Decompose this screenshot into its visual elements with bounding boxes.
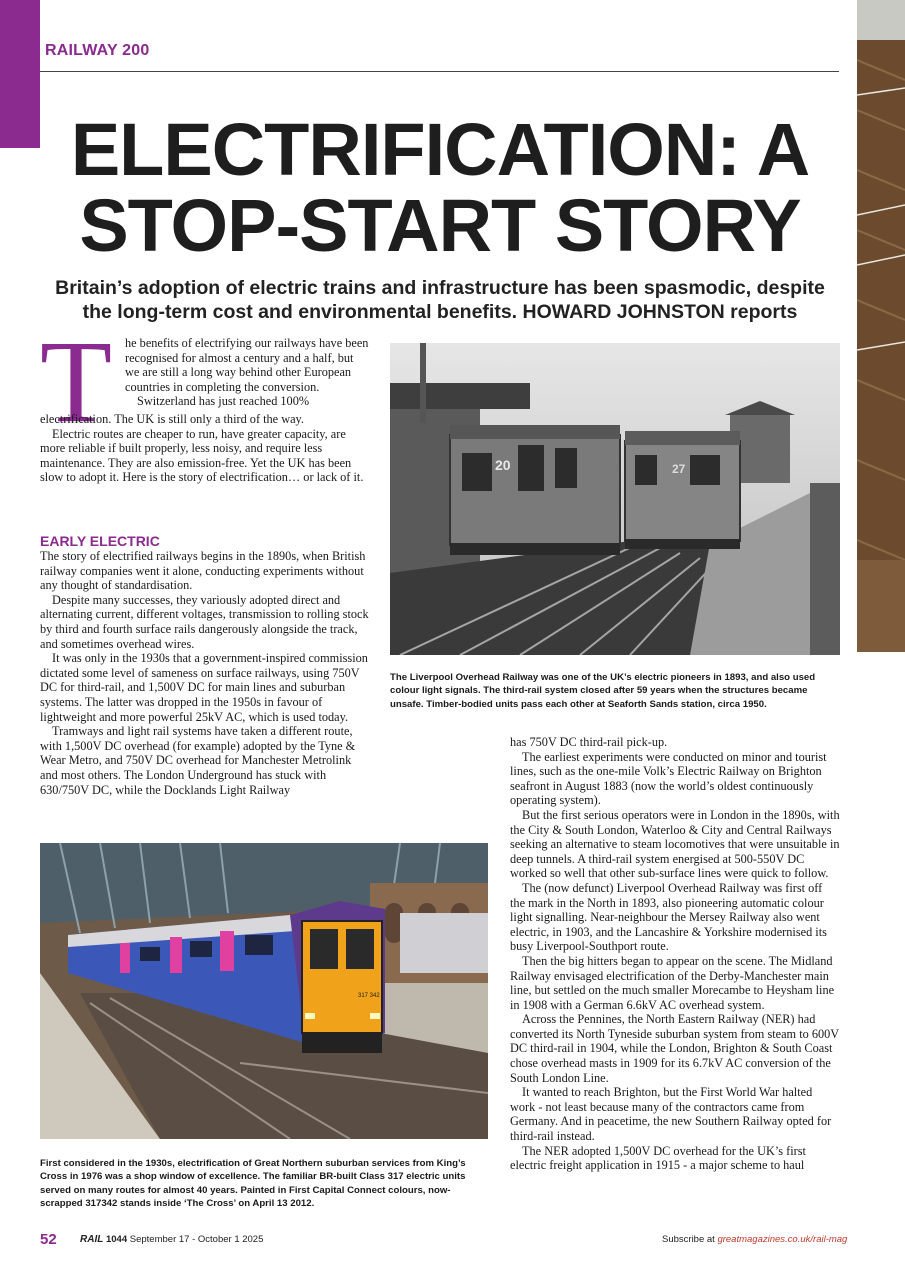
unit-number-317342: 317 342 — [358, 993, 380, 999]
adjacent-page-photo — [857, 0, 905, 652]
issue-number: 1044 — [105, 1234, 128, 1245]
body-paragraph: The story of electrified railways begins in the 1890s, when British railway companies went it alone, conducting experiments without any thought of standardisation. — [40, 549, 366, 593]
subscribe-text: Subscribe at — [662, 1234, 715, 1245]
body-paragraph: Tramways and light rail systems have taken a different route, with 1,500V DC overhead (for example) adopted by the Tyne & Wear Metro, and 750V DC overhead for Manchester Metrolink and most others. The London Underground has stuck with 630/750V DC, while the Docklands Light Railway — [40, 724, 356, 797]
intro-continued — [40, 412, 370, 485]
subscribe-line — [662, 1234, 847, 1245]
page-number: 52 — [40, 1231, 57, 1248]
intro-paragraph: electrification. The UK is still only a third of the way. — [40, 412, 304, 426]
body-column-2 — [510, 735, 840, 1173]
unit-number-20: 20 — [495, 457, 511, 473]
magazine-issue-info — [80, 1234, 263, 1245]
photo-class-317-kings-cross — [40, 843, 488, 1139]
drop-cap: T — [40, 316, 113, 447]
intro-paragraph: Switzerland has just reached 100% — [137, 394, 310, 409]
body-paragraph: It wanted to reach Brighton, but the First World War halted work - not least because many of the contractors came from Germany. And in peacetime, the new Southern Railway opted for third-rail instead. — [510, 1085, 832, 1144]
standfirst: Britain’s adoption of electric trains and infrastructure has been spasmodic, despite the long-term cost and environmental benefits. HOWARD JOHNSTON reports — [55, 277, 825, 323]
magazine-name: RAIL — [80, 1234, 104, 1245]
section-label: RAILWAY 200 — [45, 42, 150, 59]
caption-liverpool-overhead: The Liverpool Overhead Railway was one of the UK’s electric pioneers in 1893, and also used colour light signals. The third-rail system closed after 59 years when the structures became unsafe. Timber-bodied units pass each other at Seaforth Sands station, circa 1950. — [390, 672, 816, 710]
body-paragraph: Then the big hitters began to appear on the scene. The Midland Railway envisaged electrification of the Derby-Manchester main line, but settled on the much smaller Morecambe to Heysham line in 1908 with a German 6.6kV AC overhead system. — [510, 953, 835, 1012]
body-paragraph: Across the Pennines, the North Eastern Railway (NER) had converted its North Tyneside suburban system from steam to 600V DC third-rail in 1904, while the London, Brighton & South Coast chose overhead masts in 1909 for its 6.7kV AC conversion of the South London Line. — [510, 1012, 839, 1085]
headline-line-2: STOP-START STORY — [79, 184, 801, 267]
intro-paragraph: he benefits of electrifying our railways have been recognised for almost a century and a half, but we are still a long way behind other European countries in completing the conversion. — [125, 336, 369, 394]
caption-class-317: First considered in the 1930s, electrification of Great Northern suburban services from King’s Cross in 1976 was a shop window of excellence. The familiar BR-built Class 317 electric units served on many routes for almost 40 years. Painted in First Capital Connect colours, now-scrapped 317342 stands inside ‘The Cross’ on April 13 2012. — [40, 1158, 466, 1209]
subheading-early-electric: EARLY ELECTRIC — [40, 533, 160, 549]
body-paragraph: The (now defunct) Liverpool Overhead Railway was first off the mark in the North in 1893, also pioneering automatic colour light signalling. Near-neighbour the Mersey Railway also went electric, in 1903, and the Lancashire & Yorkshire modernised its busy Liverpool-Southport route. — [510, 880, 827, 954]
photo-liverpool-overhead-railway — [390, 343, 840, 655]
unit-number-27: 27 — [672, 462, 686, 476]
intro-paragraph: Electric routes are cheaper to run, have greater capacity, are more reliable if built properly, less noisy, and require less maintenance. They are also emission-free. Yet the UK has been slow to adopt it. Here is the story of electrification… or lack of it. — [40, 426, 364, 485]
headline — [40, 108, 840, 267]
body-paragraph: has 750V DC third-rail pick-up. — [510, 735, 668, 749]
body-paragraph: It was only in the 1930s that a government-inspired commission dictated some level of sameness on surface railways, using 750V DC for third-rail, and 1,500V DC for main lines and suburban systems. The latter was dropped in the 1950s in favour of lightweight and more powerful 25kV AC, which is used today. — [40, 651, 368, 724]
body-paragraph: The earliest experiments were conducted on minor and tourist lines, such as the one-mile Volk’s Electric Railway on Brighton seafront in August 1883 (now the world’s oldest continuously operating system). — [510, 749, 827, 808]
subscribe-link[interactable]: greatmagazines.co.uk/rail-mag — [717, 1234, 848, 1245]
body-column-1 — [40, 549, 370, 797]
issue-dates: September 17 - October 1 2025 — [129, 1234, 264, 1245]
headline-line-1: ELECTRIFICATION: A — [70, 108, 810, 191]
body-paragraph: The NER adopted 1,500V DC overhead for the UK’s first electric freight application in 1915 - a major scheme to haul — [510, 1143, 806, 1173]
header-rule — [40, 71, 839, 72]
body-paragraph: Despite many successes, they variously adopted direct and alternating current, different voltages, transmission to rolling stock by third and fourth surface rails dangerously alongside the track, and sometimes overhead wires. — [40, 592, 369, 651]
intro-text — [125, 336, 369, 409]
body-paragraph: But the first serious operators were in London in the 1890s, with the City & South London, Waterloo & City and Central Railways seeking an alternative to steam locomotives that were unsuitable in deep tunnels. A third-rail system energised at 500-550V DC worked so well that other sub-surface lines were quick to follow. — [510, 807, 840, 881]
